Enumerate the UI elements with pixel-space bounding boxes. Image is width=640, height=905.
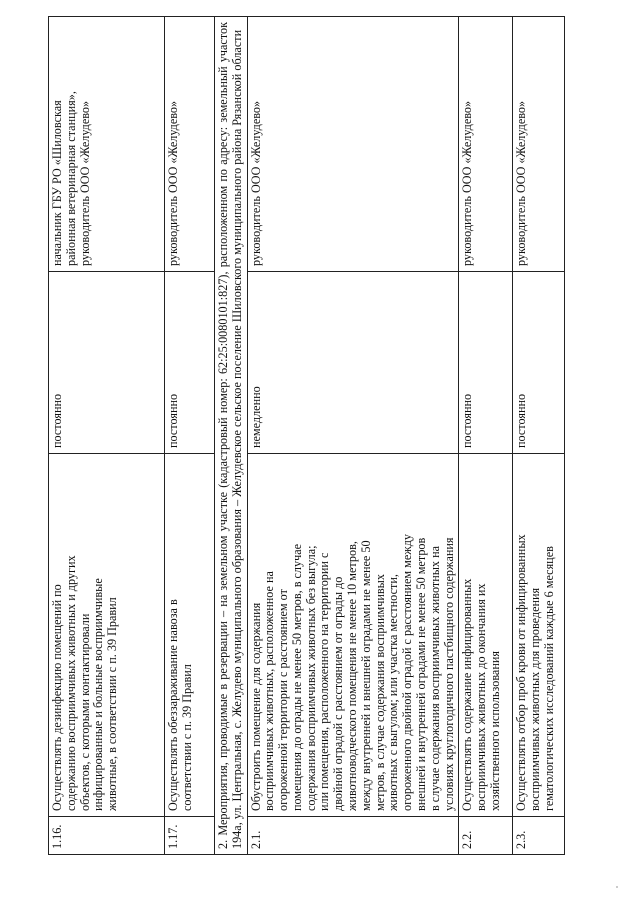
measure-cell [513, 454, 565, 817]
responsible-text: руководитель ООО «Желудево» [460, 100, 475, 266]
row-number: 1.17. [165, 817, 215, 855]
row-number: 2.3. [513, 817, 565, 855]
term-cell: постоянно [459, 272, 513, 454]
measure-cell [165, 454, 215, 817]
row-number: 1.16. [49, 817, 165, 855]
responsible-cell [49, 17, 165, 272]
measure-cell [247, 454, 459, 817]
measures-table [48, 16, 565, 855]
row-number: 2.1. [247, 817, 459, 855]
table-row-2-2 [459, 17, 513, 855]
responsible-text: руководитель ООО «Желудево» [514, 100, 529, 266]
table-row-2-1 [247, 17, 459, 855]
measure-text: Обустроить помещение для содержания восприимчивых животных, расположенное на огороженной территории с расстоянием от помещения до ограды не менее 50 метров, в случае содержания восприимчивых животных без выгула; или помещения, расположенного на территории с двойной оградой с расстоянием от ограды до животноводческого помещения не менее 10 метров, между внутренней и внешней оградами не менее 50 метров, в случае содержания восприимчивых животных с выгулом; или участка местности, огороженного двойной оградой с расстоянием между внешней и внутренней оградами не менее 50 метров в случае содержания восприимчивых животных на условиях круглогодичного пастбищного содержания [248, 533, 456, 811]
table-row-1-16 [49, 17, 165, 855]
responsible-cell [459, 17, 513, 272]
term-cell: немедленно [247, 272, 459, 454]
term-cell: постоянно [165, 272, 215, 454]
measure-cell [49, 454, 165, 817]
section-2-header: 2. Мероприятия, проводимые в резервации – на земельном участке (кадастровый номер: 62:25:0080101:827), расположенном по адресу: земельный участок 194а, ул. Центральная, с. Желудево муниципального образования – Желудевское сельское поселение Шиловского муниципального района Рязанской области [215, 17, 248, 855]
responsible-text: начальник ГБУ РО «Шиловская районная ветеринарная станция», руководитель ООО «Желудево» [50, 91, 92, 266]
term-cell: постоянно [49, 272, 165, 454]
responsible-cell [247, 17, 459, 272]
responsible-cell [165, 17, 215, 272]
measure-text: Осуществлять отбор проб крови от инфицированных восприимчивых животных для проведения гематологических исследований каждые 6 месяцев [514, 534, 556, 811]
section-2-header-row [215, 17, 248, 855]
rotated-table-container [48, 17, 623, 855]
scan-artifact-dot [616, 886, 618, 888]
measure-cell [459, 454, 513, 817]
table-row-2-3 [513, 17, 565, 855]
responsible-text: руководитель ООО «Желудево» [166, 100, 180, 266]
responsible-text: руководитель ООО «Желудево» [248, 100, 263, 266]
row-number: 2.2. [459, 817, 513, 855]
measure-text: Осуществлять дезинфекцию помещений по содержанию восприимчивых животных и других объектов, с которыми контактировали инфицированные и больные восприимчивые животные, в соответствии с п. 39 Правил [50, 555, 120, 811]
term-cell: постоянно [513, 272, 565, 454]
measure-text: Осуществлять содержание инфицированных восприимчивых животных до окончания их хозяйственного использования [460, 578, 502, 811]
responsible-cell [513, 17, 565, 272]
measure-text: Осуществлять обеззараживание навоза в соответствии с п. 39 Правил [166, 599, 194, 811]
table-row-1-17 [165, 17, 215, 855]
